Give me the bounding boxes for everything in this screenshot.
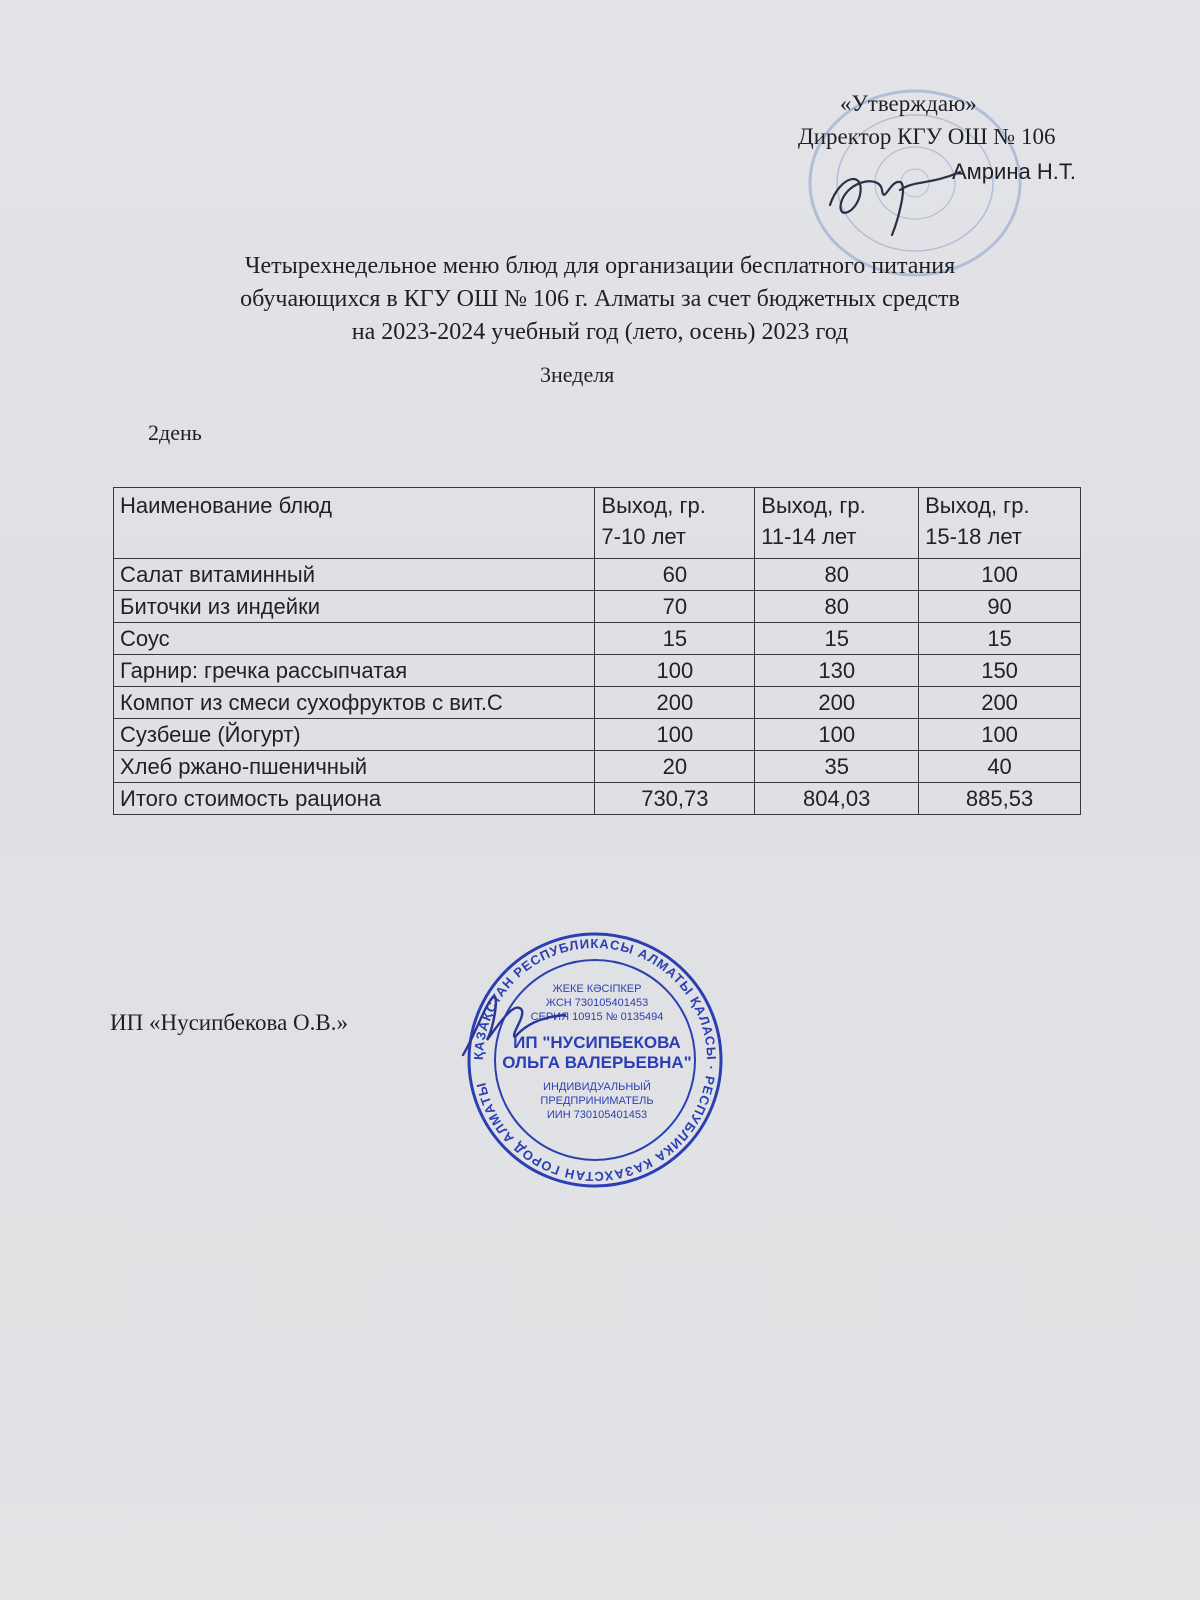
portion-7-10: 70 xyxy=(595,591,755,623)
dish-name: Компот из смеси сухофруктов с вит.С xyxy=(114,687,595,719)
table-row xyxy=(114,751,1081,783)
week-label: 3неделя xyxy=(540,362,615,387)
dish-name: Салат витаминный xyxy=(114,559,595,591)
stamp-line-4: ИП "НУСИПБЕКОВА xyxy=(513,1033,681,1052)
stamp-line-8: ИИН 730105401453 xyxy=(546,1109,648,1121)
portion-7-10: 100 xyxy=(595,655,755,687)
stamp-line-6: ИНДИВИДУАЛЬНЫЙ xyxy=(543,1081,651,1093)
table-header-row xyxy=(114,488,1081,559)
portion-11-14: 80 xyxy=(755,559,919,591)
table-row xyxy=(114,559,1081,591)
dish-name: Хлеб ржано-пшеничный xyxy=(114,751,595,783)
portion-7-10: 20 xyxy=(595,751,755,783)
header-age-7-10-line1: Выход, гр. xyxy=(601,493,706,518)
stamp-outer-text: ҚАЗАҚСТАН РЕСПУБЛИКАСЫ АЛМАТЫ ҚАЛАСЫ · РЕСПУБЛИКА КАЗАХСТАН ГОРОД АЛМАТЫ xyxy=(470,935,720,1185)
approval-position: Директор КГУ ОШ № 106 xyxy=(798,124,1056,149)
total-cost-11-14: 804,03 xyxy=(755,783,919,815)
table-row xyxy=(114,687,1081,719)
heading-line-2: обучающихся в КГУ ОШ № 106 г. Алматы за счет бюджетных средств xyxy=(240,286,960,312)
header-age-11-14-line2: 11-14 лет xyxy=(761,524,857,549)
total-cost-15-18: 885,53 xyxy=(919,783,1081,815)
dish-name: Соус xyxy=(114,623,595,655)
header-dish-name-text: Наименование блюд xyxy=(120,493,332,518)
portion-11-14: 15 xyxy=(755,623,919,655)
table-row xyxy=(114,623,1081,655)
stamp-line-1: ЖЕКЕ КӘСІПКЕР xyxy=(552,983,642,995)
header-age-15-18 xyxy=(919,488,1081,559)
portion-7-10: 15 xyxy=(595,623,755,655)
portion-15-18: 200 xyxy=(919,687,1081,719)
portion-15-18: 150 xyxy=(919,655,1081,687)
portion-11-14: 100 xyxy=(755,719,919,751)
stamp-line-2: ЖСН 730105401453 xyxy=(545,997,649,1009)
approval-title: «Утверждаю» xyxy=(840,91,977,116)
supplier-label: ИП «Нусипбекова О.В.» xyxy=(110,1010,348,1035)
director-signature xyxy=(820,160,970,240)
header-age-7-10-line2: 7-10 лет xyxy=(601,524,686,549)
total-label: Итого стоимость рациона xyxy=(114,783,595,815)
table-row xyxy=(114,655,1081,687)
heading-line-3: на 2023-2024 учебный год (лето, осень) 2023 год xyxy=(351,319,849,345)
header-age-11-14-line1: Выход, гр. xyxy=(761,493,866,518)
header-dish-name xyxy=(114,488,595,559)
day-label: 2день xyxy=(148,420,202,445)
stamp-line-5: ОЛЬГА ВАЛЕРЬЕВНА" xyxy=(502,1053,692,1072)
approval-name: Амрина Н.Т. xyxy=(952,159,1076,184)
table-row xyxy=(114,719,1081,751)
portion-11-14: 130 xyxy=(755,655,919,687)
table-row xyxy=(114,591,1081,623)
dish-name: Сузбеше (Йогурт) xyxy=(114,719,595,751)
portion-15-18: 100 xyxy=(919,559,1081,591)
stamp-line-7: ПРЕДПРИНИМАТЕЛЬ xyxy=(540,1095,654,1107)
portion-7-10: 200 xyxy=(595,687,755,719)
portion-11-14: 200 xyxy=(755,687,919,719)
portion-7-10: 60 xyxy=(595,559,755,591)
table-total-row xyxy=(114,783,1081,815)
portion-11-14: 80 xyxy=(755,591,919,623)
dish-name: Биточки из индейки xyxy=(114,591,595,623)
portion-7-10: 100 xyxy=(595,719,755,751)
supplier-signature xyxy=(455,985,575,1065)
portion-15-18: 90 xyxy=(919,591,1081,623)
portion-15-18: 100 xyxy=(919,719,1081,751)
header-age-15-18-line2: 15-18 лет xyxy=(925,524,1022,549)
portion-11-14: 35 xyxy=(755,751,919,783)
dish-name: Гарнир: гречка рассыпчатая xyxy=(114,655,595,687)
menu-table xyxy=(113,487,1081,815)
document-heading xyxy=(80,250,1120,349)
header-age-11-14 xyxy=(755,488,919,559)
heading-line-1: Четырехнедельное меню блюд для организации бесплатного питания xyxy=(244,253,956,279)
header-age-7-10 xyxy=(595,488,755,559)
total-cost-7-10: 730,73 xyxy=(595,783,755,815)
header-age-15-18-line1: Выход, гр. xyxy=(925,493,1030,518)
stamp-line-3: СЕРИЯ 10915 № 0135494 xyxy=(530,1011,664,1023)
portion-15-18: 40 xyxy=(919,751,1081,783)
portion-15-18: 15 xyxy=(919,623,1081,655)
